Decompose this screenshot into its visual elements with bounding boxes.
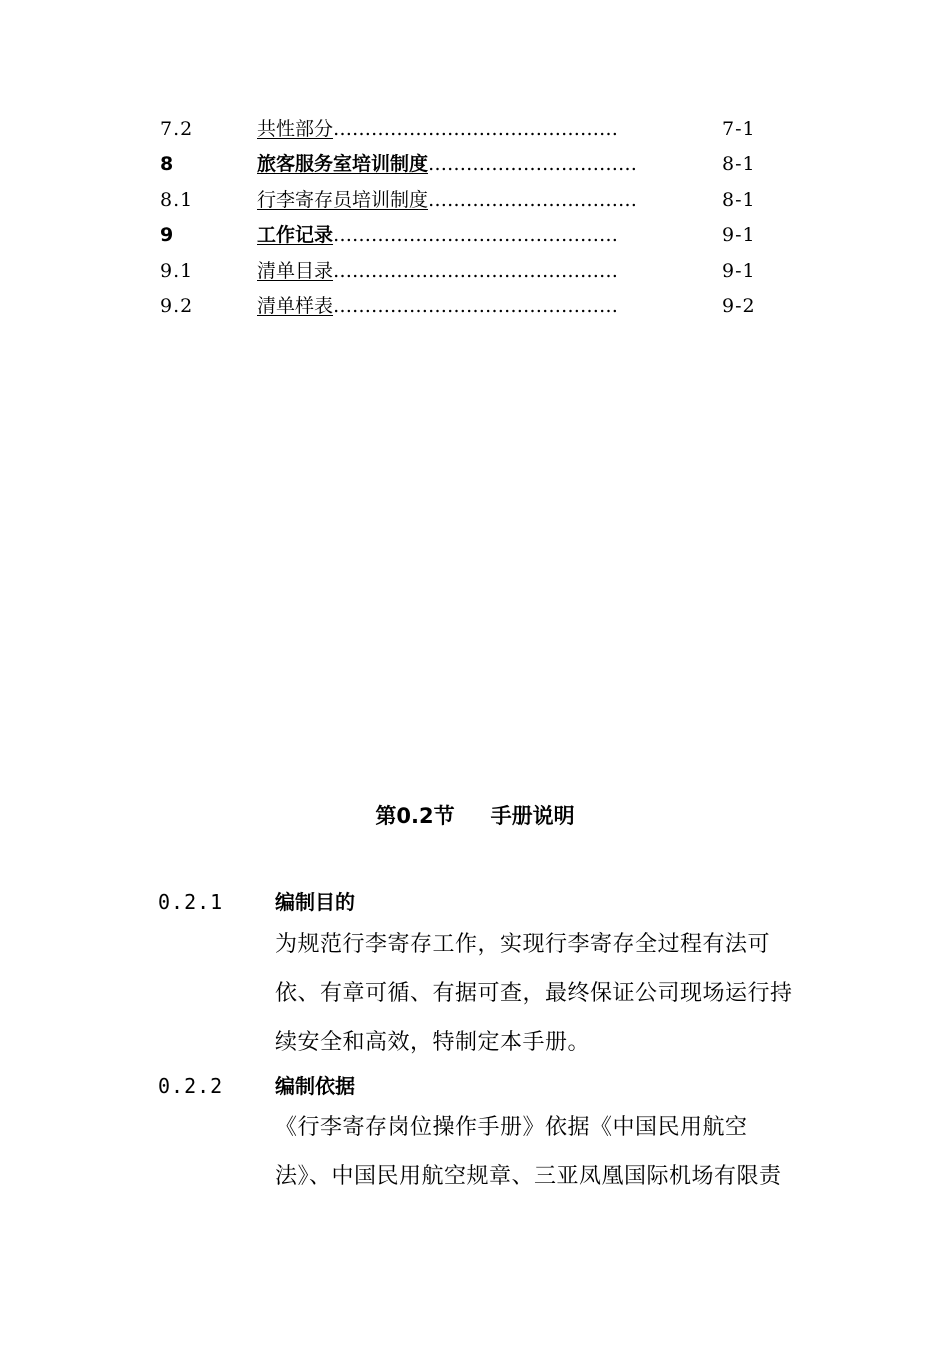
toc-title-link[interactable]: 共性部分 [257,118,334,140]
toc-page-number: 7-1 [722,118,756,140]
subsection-heading [158,1070,355,1099]
toc-title-link[interactable]: 清单样表 [257,294,334,317]
toc-number: 8 [160,153,175,176]
toc-title-link[interactable]: 工作记录 [257,224,334,247]
toc-page-number: 8-1 [722,153,756,176]
subsection-heading [158,886,355,915]
paragraph-line: 续安全和高效，特制定本手册。 [275,1030,591,1055]
table-of-contents [160,112,780,324]
subsection-number: 0.2.1 [158,890,224,914]
section-title: 手册说明 [490,804,575,828]
toc-leader-dots: ……………………………………… [333,224,619,247]
paragraph [275,920,805,1067]
toc-row[interactable] [160,147,780,182]
toc-number: 9.2 [160,294,194,317]
paragraph-line: 《行李寄存岗位操作手册》依据《中国民用航空 [275,1115,748,1140]
toc-leader-dots: …………………………… [428,153,638,176]
paragraph-line: 依、有章可循、有据可查，最终保证公司现场运行持 [275,981,793,1006]
subsection-title: 编制依据 [275,1074,355,1098]
toc-number: 8.1 [160,188,194,211]
subsection-title: 编制目的 [275,890,355,914]
toc-row[interactable] [160,183,780,218]
paragraph [275,1103,805,1201]
toc-row[interactable] [160,218,780,253]
section-heading [0,800,950,830]
paragraph-line: 为规范行李寄存工作，实现行李寄存全过程有法可 [275,932,771,957]
toc-title-link[interactable]: 行李寄存员培训制度 [257,188,429,211]
toc-title-link[interactable]: 旅客服务室培训制度 [257,153,429,176]
subsection-number: 0.2.2 [158,1074,224,1098]
section-number: 第0.2节 [375,804,455,828]
toc-number: 9.1 [160,259,194,282]
toc-leader-dots: …………………………… [428,188,638,211]
toc-title-link[interactable]: 清单目录 [257,259,334,282]
toc-page-number: 9-1 [722,259,756,282]
toc-row[interactable] [160,289,780,324]
toc-page-number: 9-1 [722,224,756,247]
toc-page-number: 8-1 [722,188,756,211]
paragraph-line: 法》、中国民用航空规章、三亚凤凰国际机场有限责 [275,1164,782,1189]
toc-leader-dots: ……………………………………… [333,118,619,140]
toc-row[interactable] [160,254,780,289]
toc-leader-dots: ……………………………………… [333,294,619,317]
toc-leader-dots: ……………………………………… [333,259,619,282]
toc-row[interactable] [160,112,780,147]
toc-number: 7.2 [160,118,194,140]
toc-number: 9 [160,224,175,247]
toc-page-number: 9-2 [722,294,756,317]
